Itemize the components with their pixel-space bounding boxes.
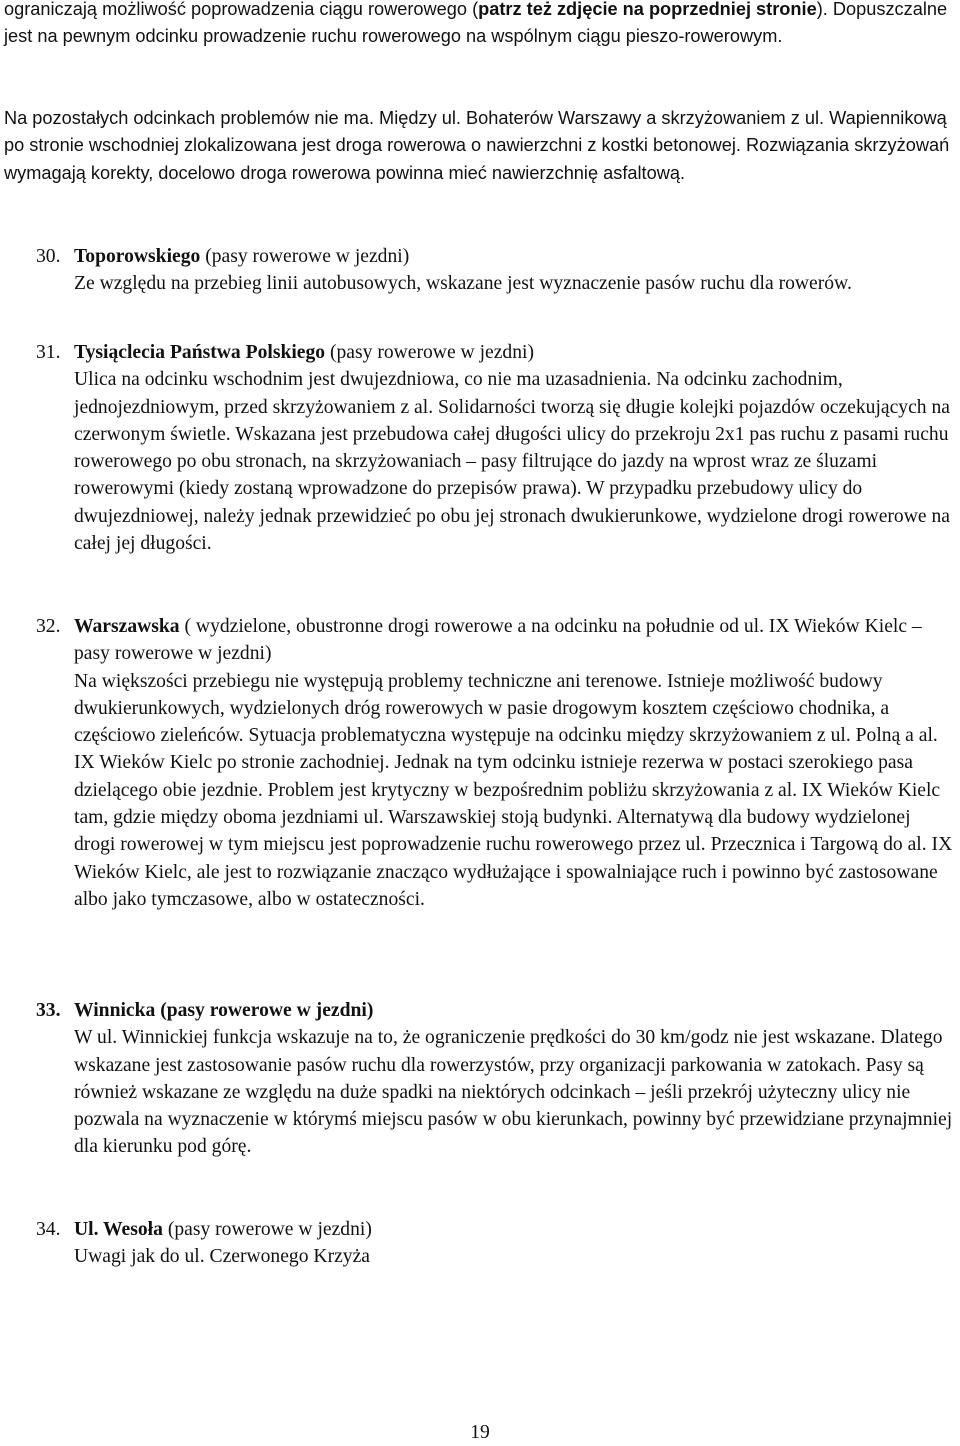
item-title: Tysiąclecia Państwa Polskiego bbox=[74, 342, 326, 363]
list-item-31 bbox=[36, 339, 954, 557]
item-heading bbox=[74, 997, 954, 1024]
intro-paragraph-1 bbox=[4, 0, 954, 51]
item-heading: Tysiąclecia Państwa Polskiego (pasy rowerowe w jezdni) bbox=[74, 342, 534, 363]
intro-bold-text: patrz też zdjęcie na poprzedniej stronie bbox=[478, 0, 817, 19]
intro-paragraph-2: Na pozostałych odcinkach problemów nie ma. Między ul. Bohaterów Warszawy a skrzyżowaniem z ul. Wapiennikową po stronie wschodniej zlokalizowana jest droga rowerowa o nawierzchni z kostki betonowej. Rozwiązania skrzyżowań wymagają korekty, docelowo droga rowerowa powinna mieć nawierzchnię asfaltową. bbox=[4, 108, 950, 183]
item-description: Na większości przebiegu nie występują problemy techniczne ani terenowe. Istnieje możliwość budowy dwukierunkowych, wydzielonych dróg rowerowych w pasie drogowym kosztem częściowo chodnika, a częściowo zieleńców. Sytuacja problematyczna występuje na odcinku między skrzyżowaniem z ul. Polną a al. IX Wieków Kielc po stronie zachodniej. Jednak na tym odcinku istnieje rezerwa w postaci szerokiego pasa dzielącego obie jezdnie. Problem jest krytyczny w bezpośrednim pobliżu skrzyżowania z al. IX Wieków Kielc tam, gdzie między oboma jezdniami ul. Warszawskiej stoją budynki. Alternatywą dla budowy wydzielonej drogi rowerowej w tym miejscu jest poprowadzenie ruchu rowerowego przez ul. Przecznica i Targową do al. IX Wieków Kielc, ale jest to rozwiązanie znacząco wydłużające i spowalniające ruch i powinno być zastosowane albo jako tymczasowe, albo w ostateczności. bbox=[74, 670, 953, 910]
list-item-33 bbox=[36, 997, 954, 1161]
item-number: 32. bbox=[36, 616, 61, 637]
intro-text: ). Dopuszczalne jest na pewnym odcinku prowadzenie ruchu rowerowego na wspólnym ciągu pieszo-rowerowym. bbox=[4, 0, 948, 47]
item-number: 31. bbox=[36, 342, 61, 363]
item-title: Toporowskiego bbox=[74, 246, 201, 267]
item-heading: Warszawska ( wydzielone, obustronne drogi rowerowe a na odcinku na południe od ul. IX Wieków Kielc – pasy rowerowe w jezdni) bbox=[74, 616, 922, 665]
item-number: 34. bbox=[36, 1219, 61, 1240]
item-description: Ulica na odcinku wschodnim jest dwujezdniowa, co nie ma uzasadnienia. Na odcinku zachodnim, jednojezdniowym, przed skrzyżowaniem z al. Solidarności tworzą się długie kolejki pojazdów oczekujących na czerwonym świetle. Wskazana jest przebudowa całej długości ulicy do przekroju 2x1 pas ruchu z pasami ruchu rowerowego po obu stronach, na skrzyżowaniach – pasy filtrujące do jazdy na wprost wraz ze śluzami rowerowymi (kiedy zostaną wprowadzone do przepisów prawa). W przypadku przebudowy ulicy do dwujezdniowej, należy jednak przewidzieć po obu jej stronach dwukierunkowe, wydzielone drogi rowerowe na całej jej długości. bbox=[74, 369, 950, 555]
item-description: Ze względu na przebieg linii autobusowych, wskazane jest wyznaczenie pasów ruchu dla rowerów. bbox=[74, 273, 852, 295]
item-title: Winnicka (pasy rowerowe w jezdni) bbox=[74, 1000, 374, 1021]
item-description: W ul. Winnickiej funkcja wskazuje na to, że ograniczenie prędkości do 30 km/godz nie jest wskazane. Dlatego wskazane jest zastosowanie pasów ruchu dla rowerzystów, przy organizacji parkowania w zatokach. Pasy są również wskazane ze względu na duże spadki na niektórych odcinkach – jeśli przekrój użyteczny ulicy nie pozwala na wyznaczenie w którymś miejscu pasów w obu kierunkach, powinny być przewidziane przynajmniej dla kierunku pod górę. bbox=[74, 1027, 953, 1158]
item-title: Warszawska bbox=[74, 616, 180, 637]
item-heading: Ul. Wesoła (pasy rowerowe w jezdni) bbox=[74, 1219, 372, 1240]
item-number: 33. bbox=[36, 1000, 61, 1021]
item-number: 30. bbox=[36, 246, 61, 267]
list-item-30 bbox=[36, 243, 954, 298]
item-description: Uwagi jak do ul. Czerwonego Krzyża bbox=[74, 1246, 370, 1268]
item-heading: Toporowskiego (pasy rowerowe w jezdni) bbox=[74, 246, 410, 267]
list-item-32 bbox=[36, 613, 954, 913]
list-item-34 bbox=[36, 1216, 954, 1271]
page-number: 19 bbox=[470, 1422, 490, 1443]
item-title: Ul. Wesoła bbox=[74, 1219, 163, 1240]
intro-text: ograniczają możliwość poprowadzenia ciągu rowerowego ( bbox=[4, 0, 479, 19]
